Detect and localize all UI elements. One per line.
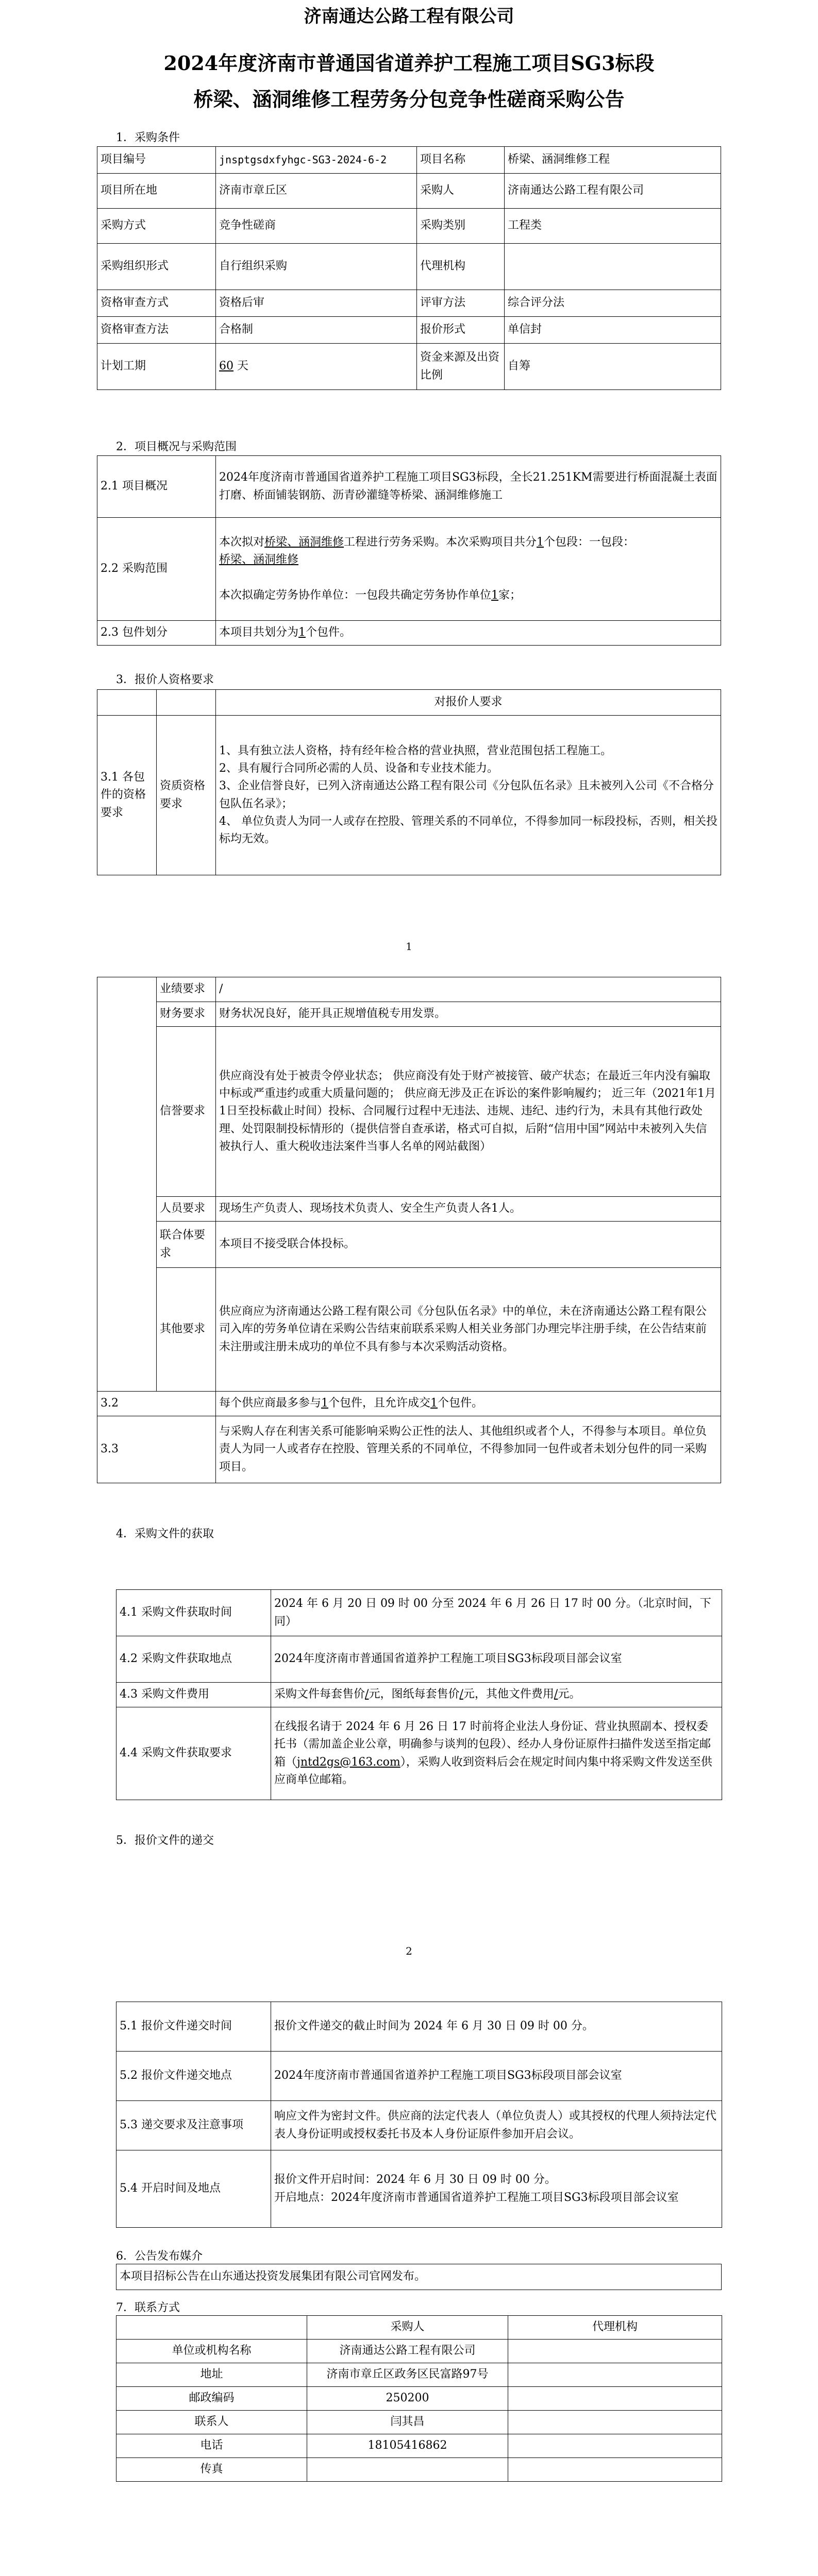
contact-label: 电话	[116, 2434, 307, 2458]
s1-cell: 项目编号	[97, 147, 216, 174]
section-7-heading: 7．联系方式	[116, 2301, 180, 2314]
s1-cell: 资格审查方法	[97, 317, 216, 344]
contact-table	[116, 2315, 722, 2482]
s1-cell: 资格后审	[216, 290, 417, 317]
qualification-table-part1	[97, 689, 721, 875]
opening-label: 5.4 开启时间及地点	[116, 2150, 271, 2228]
contact-agent-value	[508, 2340, 722, 2363]
rule-3-2-label: 3.2	[97, 1392, 216, 1416]
project-overview-table	[97, 455, 721, 646]
s1-cell: 代理机构	[417, 244, 505, 290]
s1-cell: 合格制	[216, 317, 417, 344]
acq-fee-value: 采购文件每套售价/元，图纸每套售价/元，其他文件费用/元。	[271, 1683, 722, 1707]
document-acquisition-table	[116, 1589, 722, 1800]
submit-req-value: 响应文件为密封文件。供应商的法定代表人（单位负责人）或其授权的代理人须持法定代表人身份证明或授权委托书及本人身份证原件参加开启会议。	[271, 2101, 722, 2150]
title-line-2: 桥梁、涵洞维修工程劳务分包竞争性磋商采购公告	[193, 88, 625, 111]
requirements-header: 对报价人要求	[216, 690, 721, 716]
package-value: 本项目共划分为1个包件。	[216, 621, 721, 646]
contact-agent-value	[508, 2434, 722, 2458]
s1-cell: 济南通达公路工程有限公司	[505, 174, 721, 209]
s1-cell: 采购方式	[97, 209, 216, 244]
duration-label: 计划工期	[97, 344, 216, 390]
contact-agent-value	[508, 2458, 722, 2482]
s1-cell: 综合评分法	[505, 290, 721, 317]
s1-cell: 竞争性磋商	[216, 209, 417, 244]
media-table	[116, 2264, 722, 2290]
acq-req-value: 在线报名请于 2024 年 6 月 26 日 17 时前将企业法人身份证、营业执照副本、授权委托书（需加盖企业公章，明确参与谈判的包段）、经办人身份证原件扫描件发送至指定邮箱（jntd2gs@163.com），采购人收到资料后会在规定时间内集中将采购文件发送至供应商单位邮箱。	[271, 1707, 722, 1800]
qualification-table-part2	[97, 977, 721, 1483]
joint-value: 本项目不接受联合体投标。	[216, 1222, 721, 1268]
s1-cell	[505, 244, 721, 290]
contact-row	[116, 2458, 722, 2482]
performance-label: 业绩要求	[157, 977, 216, 1002]
financial-value: 财务状况良好，能开具正规增值税专用发票。	[216, 1002, 721, 1027]
acq-fee-label: 4.3 采购文件费用	[116, 1683, 271, 1707]
package-label: 2.3 包件划分	[97, 621, 216, 646]
submit-time-value: 报价文件递交的截止时间为 2024 年 6 月 30 日 09 时 00 分。	[271, 2002, 722, 2052]
duration-value: 60 天	[216, 344, 417, 390]
scope-value: 本次拟对桥梁、涵洞维修工程进行劳务采购。本次采购项目共分1个包段：一包段： 桥梁、涵洞维修 本次拟确定劳务协作单位：一包段共确定劳务协作单位1家；	[216, 518, 721, 621]
opening-value: 报价文件开启时间：2024 年 6 月 30 日 09 时 00 分。 开启地点：2024年度济南市普通国省道养护工程施工项目SG3标段项目部会议室	[271, 2150, 722, 2228]
group-label: 3.1 各包件的资格要求	[97, 716, 157, 875]
contact-buyer-value: 250200	[307, 2387, 508, 2411]
agent-column-header: 代理机构	[508, 2316, 722, 2340]
joint-label: 联合体要求	[157, 1222, 216, 1268]
contact-buyer-value	[307, 2458, 508, 2482]
contact-agent-value	[508, 2387, 722, 2411]
contact-label: 单位或机构名称	[116, 2340, 307, 2363]
s1-cell: 评审方法	[417, 290, 505, 317]
s1-cell: 采购人	[417, 174, 505, 209]
section-1-heading: 1．采购条件	[116, 131, 180, 144]
media-value: 本项目招标公告在山东通达投资发展集团有限公司官网发布。	[116, 2264, 722, 2290]
contact-email-link[interactable]: jntd2gs@163.com	[297, 1755, 400, 1769]
rule-3-3-label: 3.3	[97, 1416, 216, 1483]
scope-label: 2.2 采购范围	[97, 518, 216, 621]
submission-table	[116, 2002, 722, 2228]
contact-row	[116, 2411, 722, 2434]
contact-buyer-value: 18105416862	[307, 2434, 508, 2458]
contact-agent-value	[508, 2411, 722, 2434]
contact-row	[116, 2363, 722, 2387]
s1-cell: 自行组织采购	[216, 244, 417, 290]
contact-row	[116, 2387, 722, 2411]
submit-req-label: 5.3 递交要求及注意事项	[116, 2101, 271, 2150]
s1-cell: 采购类别	[417, 209, 505, 244]
submit-time-label: 5.1 报价文件递交时间	[116, 2002, 271, 2052]
other-value: 供应商应为济南通达公路工程有限公司《分包队伍名录》中的单位，未在济南通达公路工程有限公司入库的劳务单位请在采购公告结束前联系采购人相关业务部门办理完毕注册手续，在公告结束前未注册或注册未成功的单位不具有参与本次采购活动资格。	[216, 1268, 721, 1392]
s1-cell: 报价形式	[417, 317, 505, 344]
contact-label: 地址	[116, 2363, 307, 2387]
rule-3-2-value: 每个供应商最多参与1个包件，且允许成交1个包件。	[216, 1392, 721, 1416]
procurement-conditions-table	[97, 146, 721, 390]
section-5-heading: 5．报价文件的递交	[116, 1834, 214, 1847]
s1-cell: 工程类	[505, 209, 721, 244]
buyer-column-header: 采购人	[307, 2316, 508, 2340]
performance-value: /	[216, 977, 721, 1002]
page-number-2: 2	[406, 1945, 412, 1957]
acq-req-label: 4.4 采购文件获取要求	[116, 1707, 271, 1800]
company-name: 济南通达公路工程有限公司	[304, 6, 514, 27]
section-6-heading: 6．公告发布媒介	[116, 2250, 203, 2263]
overview-label: 2.1 项目概况	[97, 456, 216, 518]
section-2-heading: 2．项目概况与采购范围	[116, 440, 237, 453]
contact-buyer-value: 济南通达公路工程有限公司	[307, 2340, 508, 2363]
qualification-items: 1、具有独立法人资格，持有经年检合格的营业执照，营业范围包括工程施工。 2、具有履行合同所必需的人员、设备和专业技术能力。 3、企业信誉良好，已列入济南通达公路工程有限公司《分包队伍名录》且未被列入公司《不合格分包队伍名录》； 4、 单位负责人为同一人或存在控股、管理关系的不同单位，不得参加同一标段投标，否则，相关投标均无效。	[216, 716, 721, 875]
s1-cell: 采购组织形式	[97, 244, 216, 290]
page-number-1: 1	[406, 940, 412, 953]
financial-label: 财务要求	[157, 1002, 216, 1027]
credit-label: 信誉要求	[157, 1027, 216, 1197]
contact-row	[116, 2434, 722, 2458]
rule-3-3-value: 与采购人存在利害关系可能影响采购公正性的法人、其他组织或者个人，不得参与本项目。单位负责人为同一人或者存在控股、管理关系的不同单位，不得参加同一包件或者未划分包件的同一采购项目。	[216, 1416, 721, 1483]
s1-cell: 项目名称	[417, 147, 505, 174]
contact-label: 联系人	[116, 2411, 307, 2434]
contact-label: 邮政编码	[116, 2387, 307, 2411]
contact-buyer-value: 济南市章丘区政务区民富路97号	[307, 2363, 508, 2387]
funding-value: 自筹	[505, 344, 721, 390]
contact-row	[116, 2340, 722, 2363]
credit-value: 供应商没有处于被责令停业状态； 供应商没有处于财产被接管、破产状态；在最近三年内没有骗取中标或严重违约或重大质量问题的； 供应商无涉及正在诉讼的案件影响履约； 近三年（2021年1月1日至投标截止时间）投标、合同履行过程中无违法、违规、违纪、违约行为，未具有其他行政处理、处罚限制投标情形的（提供信誉自查承诺，格式可自拟，后附“信用中国”网站中未被列入失信被执行人、重大税收违法案件当事人名单的网站截图）	[216, 1027, 721, 1197]
acq-place-value: 2024年度济南市普通国省道养护工程施工项目SG3标段项目部会议室	[271, 1636, 722, 1683]
submit-place-value: 2024年度济南市普通国省道养护工程施工项目SG3标段项目部会议室	[271, 2052, 722, 2101]
staff-label: 人员要求	[157, 1197, 216, 1222]
contact-buyer-value: 闫其昌	[307, 2411, 508, 2434]
overview-value: 2024年度济南市普通国省道养护工程施工项目SG3标段，全长21.251KM需要进行桥面混凝土表面打磨、桥面铺装钢筋、沥青砂灌缝等桥梁、涵洞维修施工	[216, 456, 721, 518]
qualification-label: 资质资格要求	[157, 716, 216, 875]
funding-label: 资金来源及出资比例	[417, 344, 505, 390]
contact-agent-value	[508, 2363, 722, 2387]
s1-cell: 济南市章丘区	[216, 174, 417, 209]
s1-cell: 资格审查方式	[97, 290, 216, 317]
s1-cell: 项目所在地	[97, 174, 216, 209]
s1-cell: 单信封	[505, 317, 721, 344]
title-line-1: 2024年度济南市普通国省道养护工程施工项目SG3标段	[163, 52, 655, 75]
contact-label: 传真	[116, 2458, 307, 2482]
acq-time-value: 2024 年 6 月 20 日 09 时 00 分至 2024 年 6 月 26 日 17 时 00 分。（北京时间，下同）	[271, 1590, 722, 1636]
staff-value: 现场生产负责人、现场技术负责人、安全生产负责人各1人。	[216, 1197, 721, 1222]
acq-place-label: 4.2 采购文件获取地点	[116, 1636, 271, 1683]
other-label: 其他要求	[157, 1268, 216, 1392]
acq-time-label: 4.1 采购文件获取时间	[116, 1590, 271, 1636]
s1-cell: 桥梁、涵洞维修工程	[505, 147, 721, 174]
s1-cell: jnsptgsdxfyhgc-SG3-2024-6-2	[216, 147, 417, 174]
section-3-heading: 3．报价人资格要求	[116, 673, 214, 686]
submit-place-label: 5.2 报价文件递交地点	[116, 2052, 271, 2101]
section-4-heading: 4．采购文件的获取	[116, 1528, 214, 1540]
